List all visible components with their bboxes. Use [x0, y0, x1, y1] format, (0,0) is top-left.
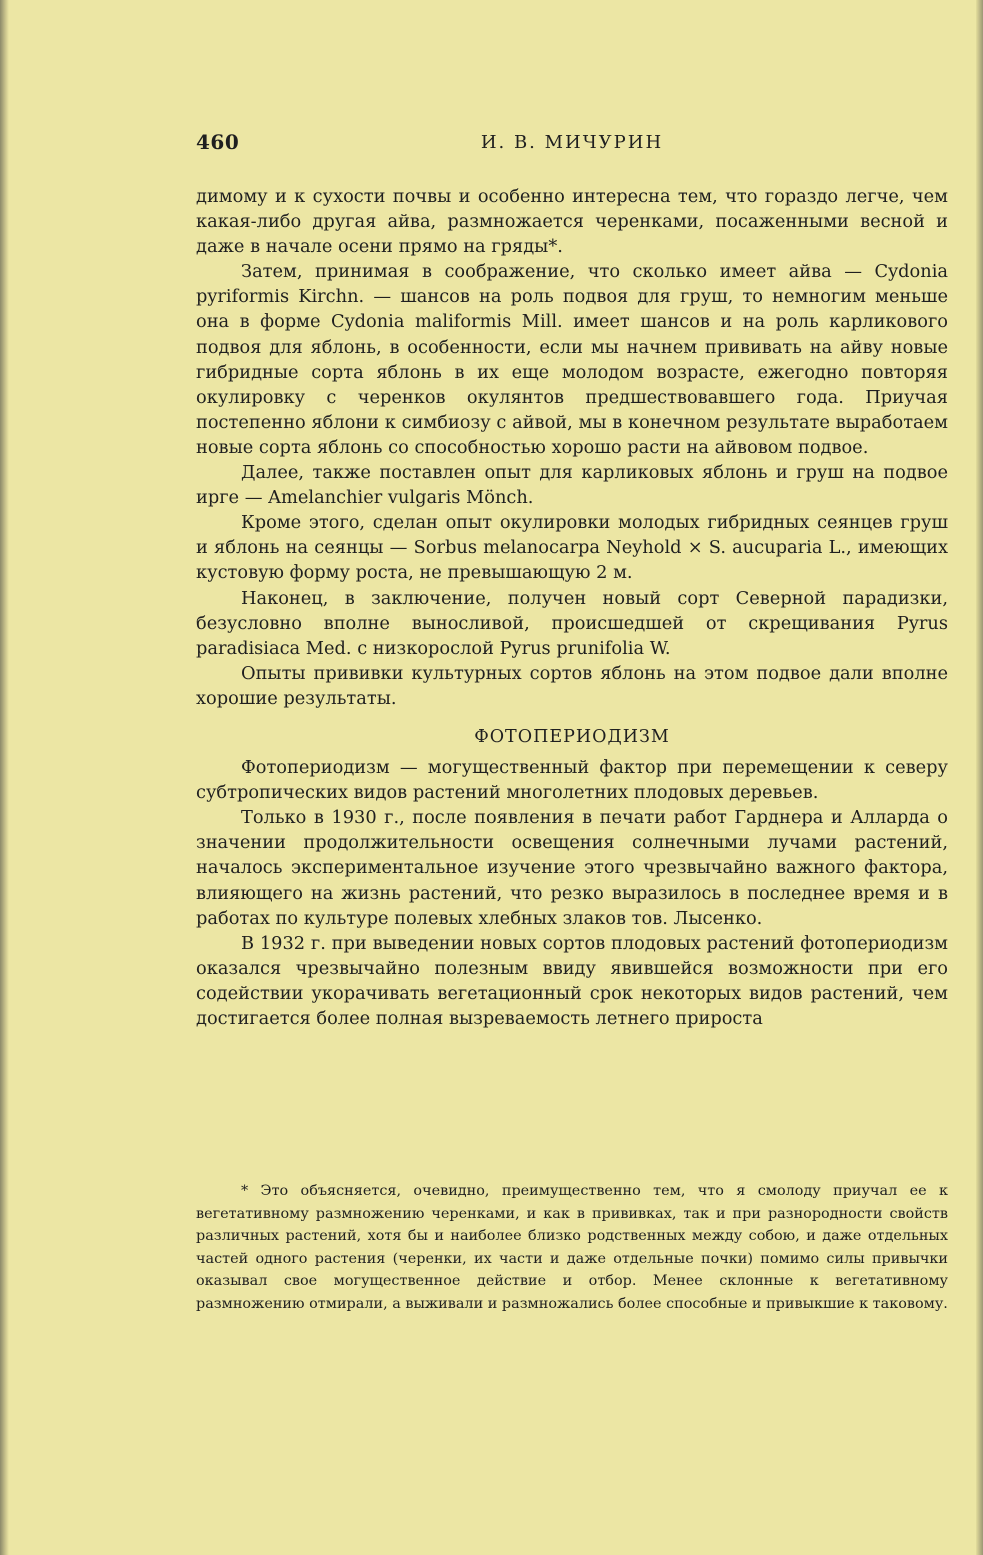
footnote — [196, 1180, 948, 1315]
section-paragraph: Фотопериодизм — могущественный фактор при перемещении к северу субтропических видов растений многолетних плодовых деревьев. — [196, 757, 948, 804]
paragraph: Далее, также поставлен опыт для карликовых яблонь и груш на подвое ирге — Amelanchier vulgaris Mönch. — [196, 462, 948, 509]
running-title: И. В. МИЧУРИН — [480, 132, 664, 153]
paragraph-continued: димому и к сухости почвы и особенно интересна тем, что гораздо легче, чем какая-либо другая айва, размножается черенками, посаженными весной и даже в начале осени прямо на гряды*. — [196, 186, 948, 258]
page-number: 460 — [196, 130, 240, 154]
paragraph: Затем, принимая в соображение, что сколько имеет айва — Cydonia pyriformis Kirchn. — шансов на роль подвоя для груш, то немногим меньше она в форме Cydonia maliformis Mill. имеет шансов и на роль карликового подвоя для яблонь, в особенности, если мы начнем прививать на айву новые гибридные сорта яблонь в их еще молодом возрасте, ежегодно повторяя окулировку с черенков окулянтов предшествовавшего года. Приучая постепенно яблони к симбиозу с айвой, мы в конечном результате выработаем новые сорта яблонь со способностью хорошо расти на айвовом подвое. — [196, 261, 948, 458]
page-header — [196, 130, 948, 160]
paragraph: Наконец, в заключение, получен новый сорт Северной парадизки, безусловно вполне выносливой, происшедшей от скрещивания Pyrus paradisiaca Med. с низкорослой Pyrus prunifolia W. — [196, 587, 948, 659]
section-paragraph: В 1932 г. при выведении новых сортов плодовых растений фотопериодизм оказался чрезвычайно полезным ввиду явившейся возможности при его содействии укорачивать вегетационный срок некоторых видов растений, чем достигается более полная вызреваемость летнего прироста — [196, 932, 948, 1029]
section-paragraph: Только в 1930 г., после появления в печати работ Гарднера и Алларда о значении продолжительности освещения солнечными лучами растений, началось экспериментальное изучение этого чрезвычайно важного фактора, влияющего на жизнь растений, что резко выразилось в последнее время и в работах по культуре полевых хлебных злаков тов. Лысенко. — [196, 807, 948, 929]
section-heading: ФОТОПЕРИОДИЗМ — [474, 726, 670, 747]
paragraph: Кроме этого, сделан опыт окулировки молодых гибридных сеянцев груш и яблонь на сеянцы — Sorbus melanocarpa Neyhold × S. aucuparia L., имеющих кустовую форму роста, не превышающую 2 м. — [196, 512, 948, 584]
footnote-text: * Это объясняется, очевидно, преимущественно тем, что я смолоду приучал ее к вегетативному размножению черенками, и как в прививках, так и при разнородности свойств различных растений, хотя бы и наиболее близко родственных между собою, и даже отдельных частей одного растения (черенки, их части и даже отдельные почки) помимо силы привычки оказывал свое могущественное действие и отбор. Менее склонные к вегетативному размножению отмирали, а выживали и размножались более способные и привыкшие к таковому. — [196, 1183, 948, 1312]
paragraph: Опыты прививки культурных сортов яблонь на этом подвое дали вполне хорошие результаты. — [196, 662, 948, 709]
main-text — [196, 184, 948, 1031]
